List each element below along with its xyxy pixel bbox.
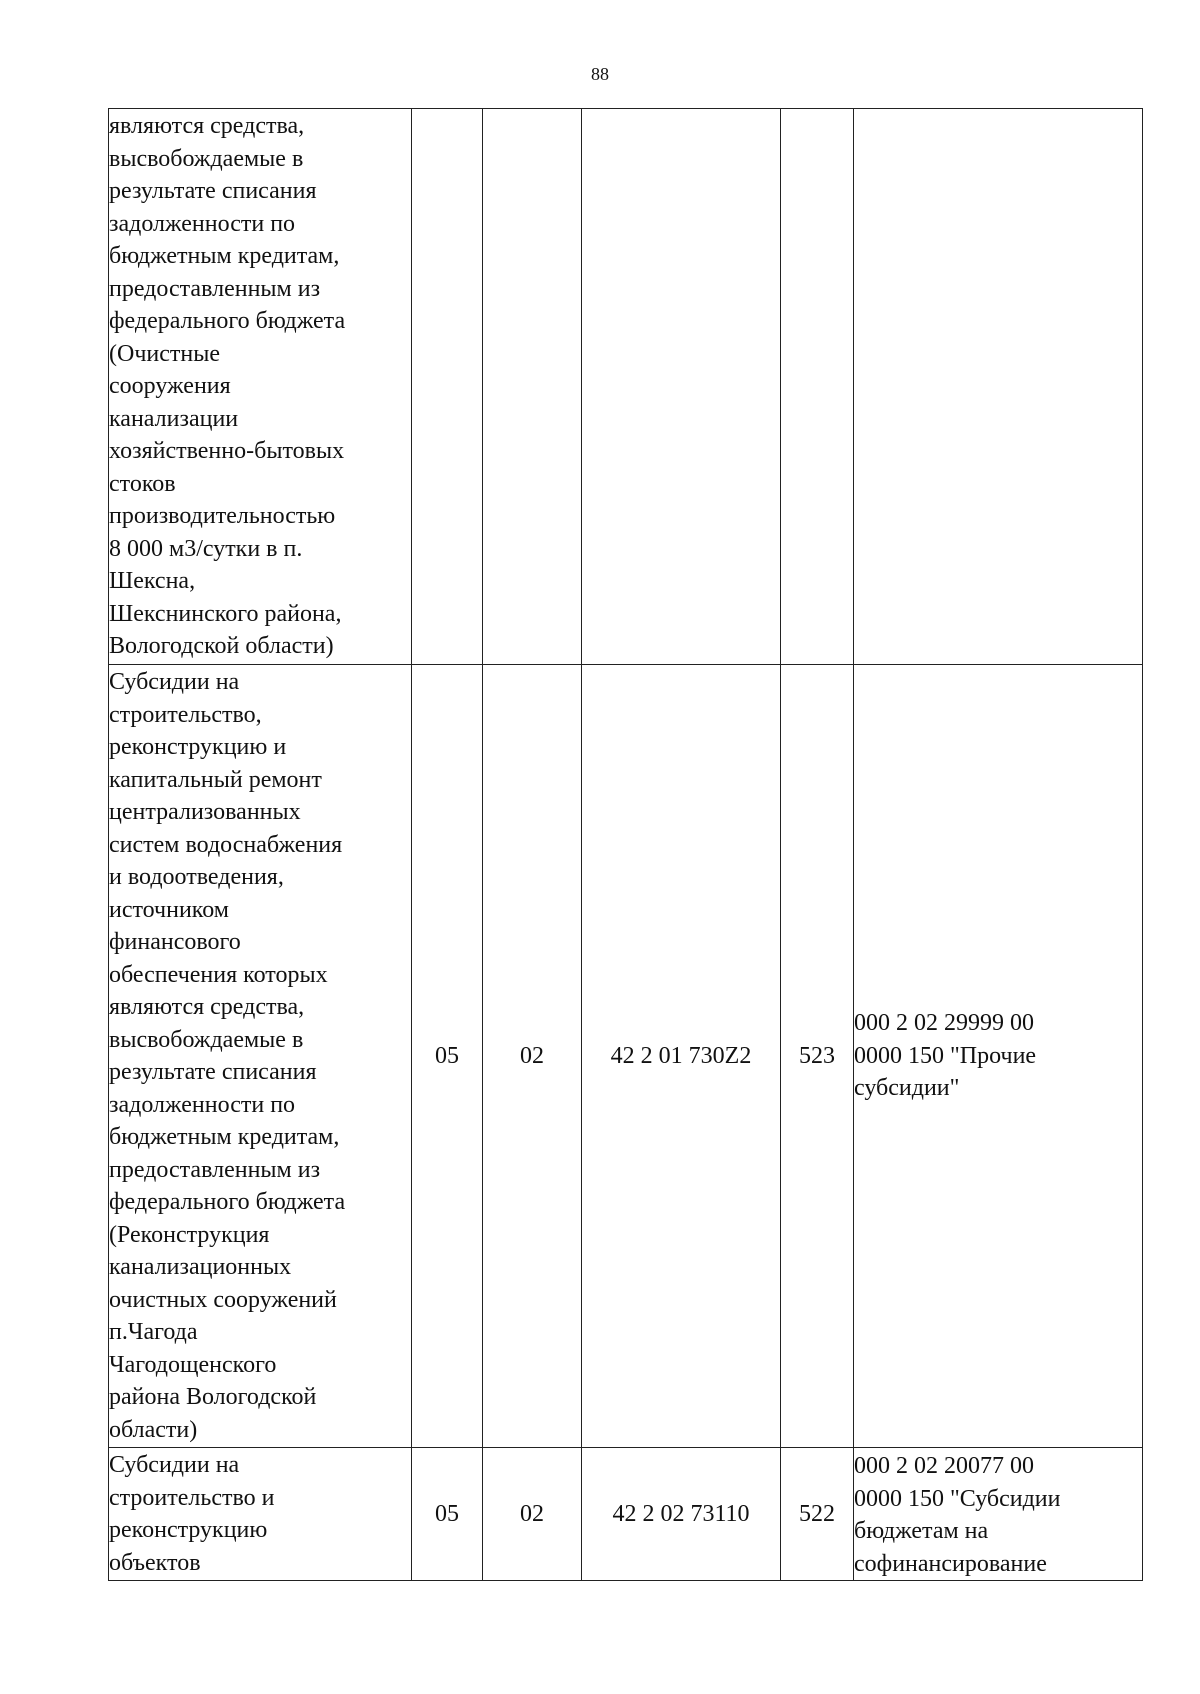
subsection-code-cell: 02 — [483, 1448, 582, 1581]
text-line: бюджетным кредитам, — [109, 243, 340, 270]
text-line: Субсидии на — [109, 669, 240, 695]
expense-name-cell — [109, 1448, 412, 1581]
table-row — [109, 109, 1143, 665]
text-line: централизованных — [109, 799, 301, 825]
text-line: канализации — [109, 405, 239, 432]
revenue-code-cell — [854, 1448, 1143, 1581]
page-number: 88 — [591, 64, 609, 84]
expense-type-cell — [781, 109, 854, 665]
text-line: (Очистные — [109, 340, 220, 367]
budget-table — [108, 108, 1143, 1581]
subsection-code-cell — [483, 109, 582, 665]
text-line: реконструкцию — [109, 1517, 268, 1543]
subsection-code-cell: 02 — [483, 665, 582, 1448]
text-line: канализационных — [109, 1254, 292, 1280]
text-line: Чагодощенского — [109, 1351, 277, 1378]
section-code-cell: 05 — [412, 1448, 483, 1581]
text-line: результате списания — [109, 1059, 317, 1085]
text-line: бюджетам на — [854, 1518, 989, 1544]
text-line: 8 000 м3/сутки в п. — [109, 535, 303, 562]
text-line: задолженности по — [109, 1091, 296, 1118]
text-line: Шексна, — [109, 568, 196, 595]
expense-type-cell: 523 — [781, 665, 854, 1448]
text-line: области) — [109, 1416, 198, 1443]
text-line: 000 2 02 20077 00 — [854, 1453, 1034, 1479]
text-line: бюджетным кредитам, — [109, 1124, 340, 1150]
text-line: высвобождаемые в — [109, 145, 304, 172]
text-line: п.Чагода — [109, 1319, 198, 1345]
text-line: софинансирование — [854, 1550, 1047, 1577]
text-line: 0000 150 "Прочие — [854, 1042, 1037, 1069]
expense-type-cell: 522 — [781, 1448, 854, 1581]
target-article-cell: 42 2 01 730Z2 — [582, 665, 781, 1448]
text-line: 0000 150 "Субсидии — [854, 1485, 1061, 1512]
text-line: высвобождаемые в — [109, 1026, 304, 1053]
text-line: федерального бюджета — [109, 308, 346, 335]
revenue-code-cell — [854, 109, 1143, 665]
text-line: района Вологодской — [109, 1384, 317, 1410]
revenue-code-cell — [854, 665, 1143, 1448]
text-line: источником — [109, 896, 229, 923]
text-line: финансового — [109, 929, 241, 955]
text-line: предоставленным из — [109, 1156, 321, 1183]
text-line: результате списания — [109, 178, 317, 205]
text-line: Шекснинского района, — [109, 600, 342, 627]
text-line: Субсидии на — [109, 1452, 240, 1478]
text-line: задолженности по — [109, 210, 296, 237]
text-line: (Реконструкция — [109, 1221, 270, 1248]
table-row — [109, 665, 1143, 1448]
text-line: и водоотведения, — [109, 864, 284, 890]
text-line: 000 2 02 29999 00 — [854, 1010, 1034, 1037]
text-line: являются средства, — [109, 113, 305, 140]
text-line: очистных сооружений — [109, 1286, 337, 1313]
text-line: объектов — [109, 1549, 201, 1576]
text-line: федерального бюджета — [109, 1189, 346, 1215]
text-line: строительство, — [109, 701, 262, 728]
section-code-cell — [412, 109, 483, 665]
target-article-cell: 42 2 02 73110 — [582, 1448, 781, 1581]
text-line: систем водоснабжения — [109, 831, 343, 858]
text-line: сооружения — [109, 373, 231, 400]
text-line: стоков — [109, 470, 176, 497]
text-line: являются средства, — [109, 994, 305, 1020]
section-code-cell: 05 — [412, 665, 483, 1448]
text-line: строительство и — [109, 1484, 275, 1511]
text-line: хозяйственно-бытовых — [109, 438, 345, 465]
text-line: субсидии" — [854, 1075, 960, 1102]
text-line: обеспечения которых — [109, 961, 328, 988]
table-row — [109, 1448, 1143, 1581]
text-line: капитальный ремонт — [109, 766, 322, 793]
text-line: реконструкцию и — [109, 734, 287, 760]
text-line: Вологодской области) — [109, 633, 334, 660]
target-article-cell — [582, 109, 781, 665]
expense-name-cell — [109, 109, 412, 665]
expense-name-cell — [109, 665, 412, 1448]
text-line: предоставленным из — [109, 275, 321, 302]
text-line: производительностью — [109, 503, 336, 530]
